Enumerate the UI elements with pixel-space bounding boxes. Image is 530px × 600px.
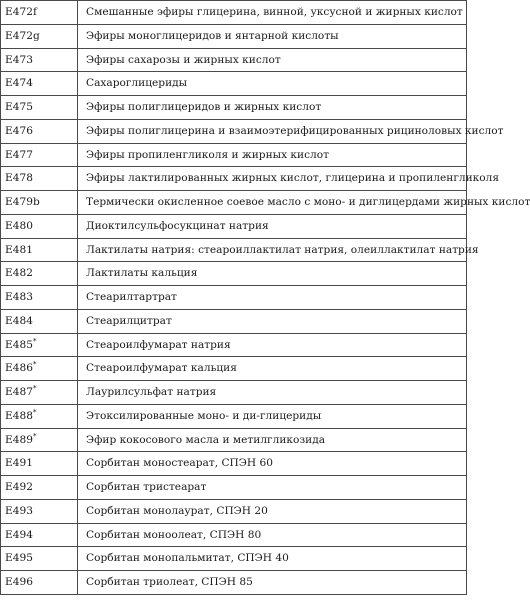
additive-code: E484 [5,314,33,327]
additive-code: E492 [5,481,33,494]
additive-name: Сорбитан моноолеат, СПЭН 80 [78,523,467,547]
additive-code: E477 [5,148,33,161]
footnote-mark: * [32,432,37,441]
footnote-mark: * [32,384,37,393]
table-row [1,357,467,381]
additive-code: E478 [5,172,33,185]
table-row [1,523,467,547]
additive-code-cell [1,476,78,500]
additive-code-cell [1,119,78,143]
additive-code-cell [1,333,78,357]
additive-code: E474 [5,77,33,90]
additive-code-cell [1,214,78,238]
additive-name: Эфиры полиглицеридов и жирных кислот [78,96,467,120]
additive-code: E481 [5,243,33,256]
additive-code-cell [1,1,78,25]
additive-code-cell [1,48,78,72]
additive-code: E495 [5,552,33,565]
additive-name: Эфиры моноглицеридов и янтарной кислоты [78,24,467,48]
additive-code-cell [1,143,78,167]
additive-code-cell [1,428,78,452]
additive-code-cell [1,262,78,286]
footnote-mark: * [32,408,37,417]
additive-code-cell [1,24,78,48]
table-row [1,238,467,262]
table-row [1,72,467,96]
additive-code: E496 [5,576,33,589]
table-row [1,143,467,167]
table-row [1,381,467,405]
table-row [1,48,467,72]
table-row [1,428,467,452]
additive-code-cell [1,404,78,428]
table-row [1,191,467,215]
additive-code-cell [1,357,78,381]
additive-name: Стеарилцитрат [78,309,467,333]
additive-code-cell [1,523,78,547]
additive-name: Этоксилированные моно- и ди-глицериды [78,404,467,428]
additive-name: Сахароглицериды [78,72,467,96]
additive-name: Смешанные эфиры глицерина, винной, уксусной и жирных кислот [78,1,467,25]
additive-code-cell [1,547,78,571]
table-row [1,499,467,523]
additive-name: Лаурилсульфат натрия [78,381,467,405]
additive-code: E489 [5,433,33,446]
additive-name: Диоктилсульфосукцинат натрия [78,214,467,238]
table-row [1,214,467,238]
additive-code: E486 [5,362,33,375]
additive-code-cell [1,191,78,215]
additive-code-cell [1,72,78,96]
table-row [1,309,467,333]
table-row [1,571,467,595]
table-row [1,119,467,143]
table-row [1,96,467,120]
table-row [1,476,467,500]
additive-name: Стеароилфумарат кальция [78,357,467,381]
additive-name: Стеарилтартрат [78,286,467,310]
additive-code: E493 [5,504,33,517]
additive-code-cell [1,452,78,476]
table-row [1,1,467,25]
table-row [1,404,467,428]
table-body [1,1,530,595]
additive-name: Стеароилфумарат натрия [78,333,467,357]
additive-name: Термически окисленное соевое масло с моно- и диглицердами жирных кислот [78,191,467,215]
additive-code-cell [1,381,78,405]
table-row [1,547,467,571]
additive-code: E479b [5,196,40,209]
additive-name: Сорбитан тристеарат [78,476,467,500]
footnote-mark: * [32,337,37,346]
additive-code-cell [1,571,78,595]
additive-code: E487 [5,386,33,399]
table-row [1,452,467,476]
table-row [1,262,467,286]
table-row [1,167,467,191]
additive-code: E488 [5,409,33,422]
table-row [1,24,467,48]
additive-name: Эфир кокосового масла и метилгликозида [78,428,467,452]
additive-code: E472f [5,6,37,19]
additive-code: E482 [5,267,33,280]
additive-code: E491 [5,457,33,470]
additive-code: E480 [5,219,33,232]
additive-name: Эфиры пропиленгликоля и жирных кислот [78,143,467,167]
additive-name: Сорбитан монолаурат, СПЭН 20 [78,499,467,523]
additive-code-cell [1,167,78,191]
additive-code-cell [1,96,78,120]
additive-code: E485 [5,338,33,351]
additive-code-cell [1,309,78,333]
additive-name: Эфиры полиглицерина и взаимоэтерифицированных рициноловых кислот [78,119,467,143]
table-row [1,286,467,310]
additive-code-cell [1,286,78,310]
additive-code: E494 [5,528,33,541]
additive-name: Эфиры сахарозы и жирных кислот [78,48,467,72]
footnote-mark: * [32,360,37,369]
additive-name: Сорбитан монопальмитат, СПЭН 40 [78,547,467,571]
additive-code: E473 [5,53,33,66]
additive-code: E476 [5,124,33,137]
additive-code-cell [1,499,78,523]
additive-code-cell [1,238,78,262]
additive-code: E483 [5,291,33,304]
additive-name: Сорбитан триолеат, СПЭН 85 [78,571,467,595]
additive-code: E475 [5,101,33,114]
additive-name: Сорбитан моностеарат, СПЭН 60 [78,452,467,476]
table-row [1,333,467,357]
additive-code: E472g [5,29,40,42]
additive-name: Лактилаты натрия: стеароиллактилат натрия, олеиллактилат натрия [78,238,467,262]
additive-name: Эфиры лактилированных жирных кислот, глицерина и пропиленгликоля [78,167,467,191]
additive-name: Лактилаты кальция [78,262,467,286]
